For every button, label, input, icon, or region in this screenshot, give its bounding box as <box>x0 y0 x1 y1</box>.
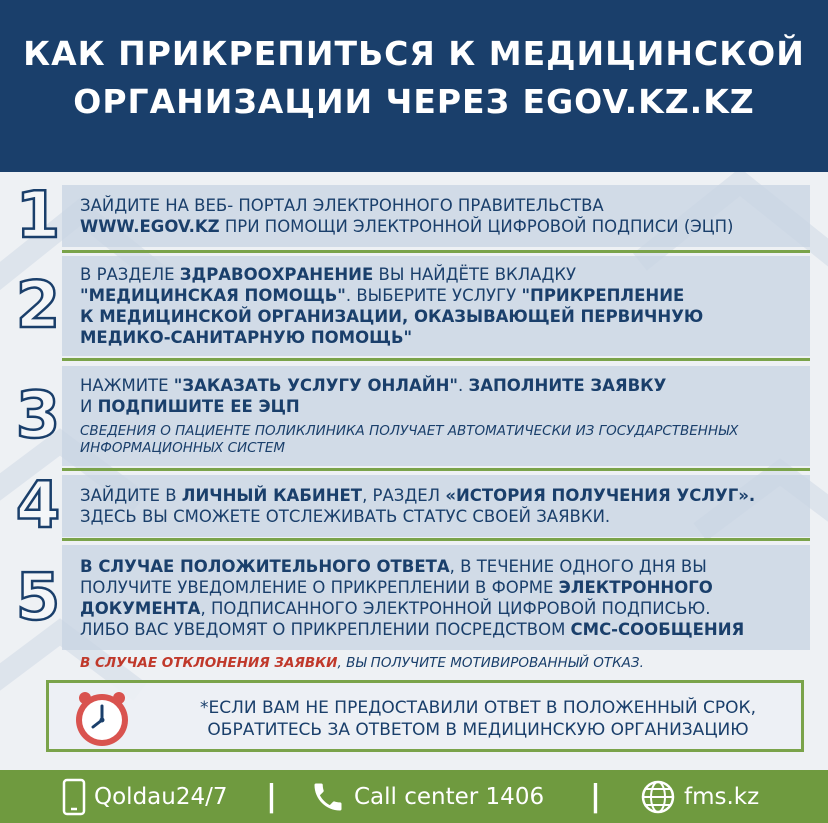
step-2-line-1: В РАЗДЕЛЕ <box>80 265 180 284</box>
footer-site[interactable] <box>640 770 759 823</box>
divider-3 <box>62 468 810 471</box>
footer-qoldau-label: Qoldau24/7 <box>94 783 228 810</box>
step-2-line-1-tail: ВЫ НАЙДЁТЕ ВКЛАДКУ <box>373 265 577 284</box>
step-1 <box>0 179 828 253</box>
divider-4 <box>62 538 810 541</box>
globe-icon <box>640 779 676 815</box>
step-2-healthcare: ЗДРАВООХРАНЕНИЕ <box>179 265 374 284</box>
step-4 <box>0 469 828 543</box>
notice-text <box>167 697 789 741</box>
step-5-number: 5 <box>15 560 61 635</box>
step-3-number: 3 <box>15 379 61 453</box>
footer-call-center[interactable] <box>310 770 544 823</box>
step-5-electronic: ЭЛЕКТРОННОГО <box>558 577 713 597</box>
rejection-text: , ВЫ ПОЛУЧИТЕ МОТИВИРОВАННЫЙ ОТКАЗ. <box>337 655 644 671</box>
notice-box <box>46 680 804 752</box>
step-5-line-4: ЛИБО ВАС УВЕДОМЯТ О ПРИКРЕПЛЕНИИ ПОСРЕДСТВОМ <box>80 619 571 639</box>
phone-handset-icon <box>310 779 346 815</box>
step-4-text <box>80 485 812 527</box>
step-2-text <box>80 264 812 348</box>
step-4-line-2: ЗДЕСЬ ВЫ СМОЖЕТЕ ОТСЛЕЖИВАТЬ СТАТУС СВОЕЙ ЗАЯВКИ. <box>80 507 611 526</box>
step-2 <box>0 256 828 356</box>
phone-device-icon <box>62 778 86 816</box>
step-5-line-2: ПОЛУЧИТЕ УВЕДОМЛЕНИЕ О ПРИКРЕПЛЕНИИ В ФОРМЕ <box>80 577 559 597</box>
notice-line-1: *ЕСЛИ ВАМ НЕ ПРЕДОСТАВИЛИ ОТВЕТ В ПОЛОЖЕННЫЙ СРОК, <box>200 698 756 718</box>
footer-separator-2: | <box>590 779 601 814</box>
clock-icon <box>71 687 133 749</box>
egov-link[interactable]: WWW.EGOV.KZ <box>80 217 220 236</box>
page-title <box>0 30 828 126</box>
step-3-line-1: НАЖМИТЕ <box>80 376 174 395</box>
step-3 <box>0 366 828 466</box>
title-line-2: ОРГАНИЗАЦИИ ЧЕРЕЗ EGOV.KZ.KZ <box>73 82 755 121</box>
divider-2 <box>62 358 810 361</box>
step-3-sign: ПОДПИШИТЕ ЕЕ ЭЦП <box>97 397 300 416</box>
step-2-medical-help: "МЕДИЦИНСКАЯ ПОМОЩЬ" <box>80 286 346 305</box>
step-5-text <box>80 556 812 640</box>
step-5-line-1: , В ТЕЧЕНИЕ ОДНОГО ДНЯ ВЫ <box>449 556 707 576</box>
header-banner <box>0 0 828 172</box>
step-3-fill-form: ЗАПОЛНИТЕ ЗАЯВКУ <box>468 376 667 395</box>
step-5-sms: СМС-СООБЩЕНИЯ <box>570 619 745 639</box>
step-1-text <box>80 195 812 237</box>
rejection-note <box>80 655 800 672</box>
footer-call-label: Call center 1406 <box>354 783 545 810</box>
step-2-line-4: МЕДИКО-САНИТАРНУЮ ПОМОЩЬ" <box>80 328 413 347</box>
step-4-cabinet: ЛИЧНЫЙ КАБИНЕТ <box>181 486 363 505</box>
notice-line-2: ОБРАТИТЕСЬ ЗА ОТВЕТОМ В МЕДИЦИНСКУЮ ОРГАНИЗАЦИЮ <box>207 720 749 740</box>
step-1-line-1: ЗАЙДИТЕ НА ВЕБ- ПОРТАЛ ЭЛЕКТРОННОГО ПРАВИТЕЛЬСТВА <box>80 196 604 215</box>
step-4-line-1: ЗАЙДИТЕ В <box>80 486 182 505</box>
step-2-line-3: К МЕДИЦИНСКОЙ ОРГАНИЗАЦИИ, ОКАЗЫВАЮЩЕЙ ПЕРВИЧНУЮ <box>80 307 704 326</box>
step-2-line-2: . ВЫБЕРИТЕ УСЛУГУ <box>345 286 522 305</box>
step-2-service-name: "ПРИКРЕПЛЕНИЕ <box>521 286 685 305</box>
rejection-red: В СЛУЧАЕ ОТКЛОНЕНИЯ ЗАЯВКИ <box>80 655 338 671</box>
step-1-line-2: ПРИ ПОМОЩИ ЭЛЕКТРОННОЙ ЦИФРОВОЙ ПОДПИСИ (ЭЦП) <box>219 217 734 236</box>
step-4-line-1-tail: , РАЗДЕЛ <box>362 486 446 505</box>
footer-site-label: fms.kz <box>684 783 760 810</box>
footer-separator-1: | <box>266 779 277 814</box>
divider-1 <box>62 250 810 253</box>
step-5 <box>0 545 828 650</box>
step-3-note: СВЕДЕНИЯ О ПАЦИЕНТЕ ПОЛИКЛИНИКА ПОЛУЧАЕТ АВТОМАТИЧЕСКИ ИЗ ГОСУДАРСТВЕННЫХ ИНФОРМАЦИОННЫХ СИСТЕМ <box>80 423 739 456</box>
step-5-positive: В СЛУЧАЕ ПОЛОЖИТЕЛЬНОГО ОТВЕТА <box>80 556 450 576</box>
step-3-line-1-tail: . <box>457 376 469 395</box>
step-3-text <box>80 375 812 457</box>
step-2-number: 2 <box>15 269 61 343</box>
step-1-number: 1 <box>15 179 61 253</box>
footer-qoldau[interactable] <box>62 770 228 823</box>
footer-bar <box>0 770 828 823</box>
step-3-line-2: И <box>80 397 98 416</box>
step-4-number: 4 <box>15 469 61 543</box>
step-5-document: ДОКУМЕНТА <box>80 598 201 618</box>
step-5-line-3: , ПОДПИСАННОГО ЭЛЕКТРОННОЙ ЦИФРОВОЙ ПОДПИСЬЮ. <box>200 598 711 618</box>
step-3-order-online: "ЗАКАЗАТЬ УСЛУГУ ОНЛАЙН" <box>173 376 458 395</box>
step-4-history: «ИСТОРИЯ ПОЛУЧЕНИЯ УСЛУГ». <box>445 486 756 505</box>
title-line-1: КАК ПРИКРЕПИТЬСЯ К МЕДИЦИНСКОЙ <box>23 34 805 73</box>
